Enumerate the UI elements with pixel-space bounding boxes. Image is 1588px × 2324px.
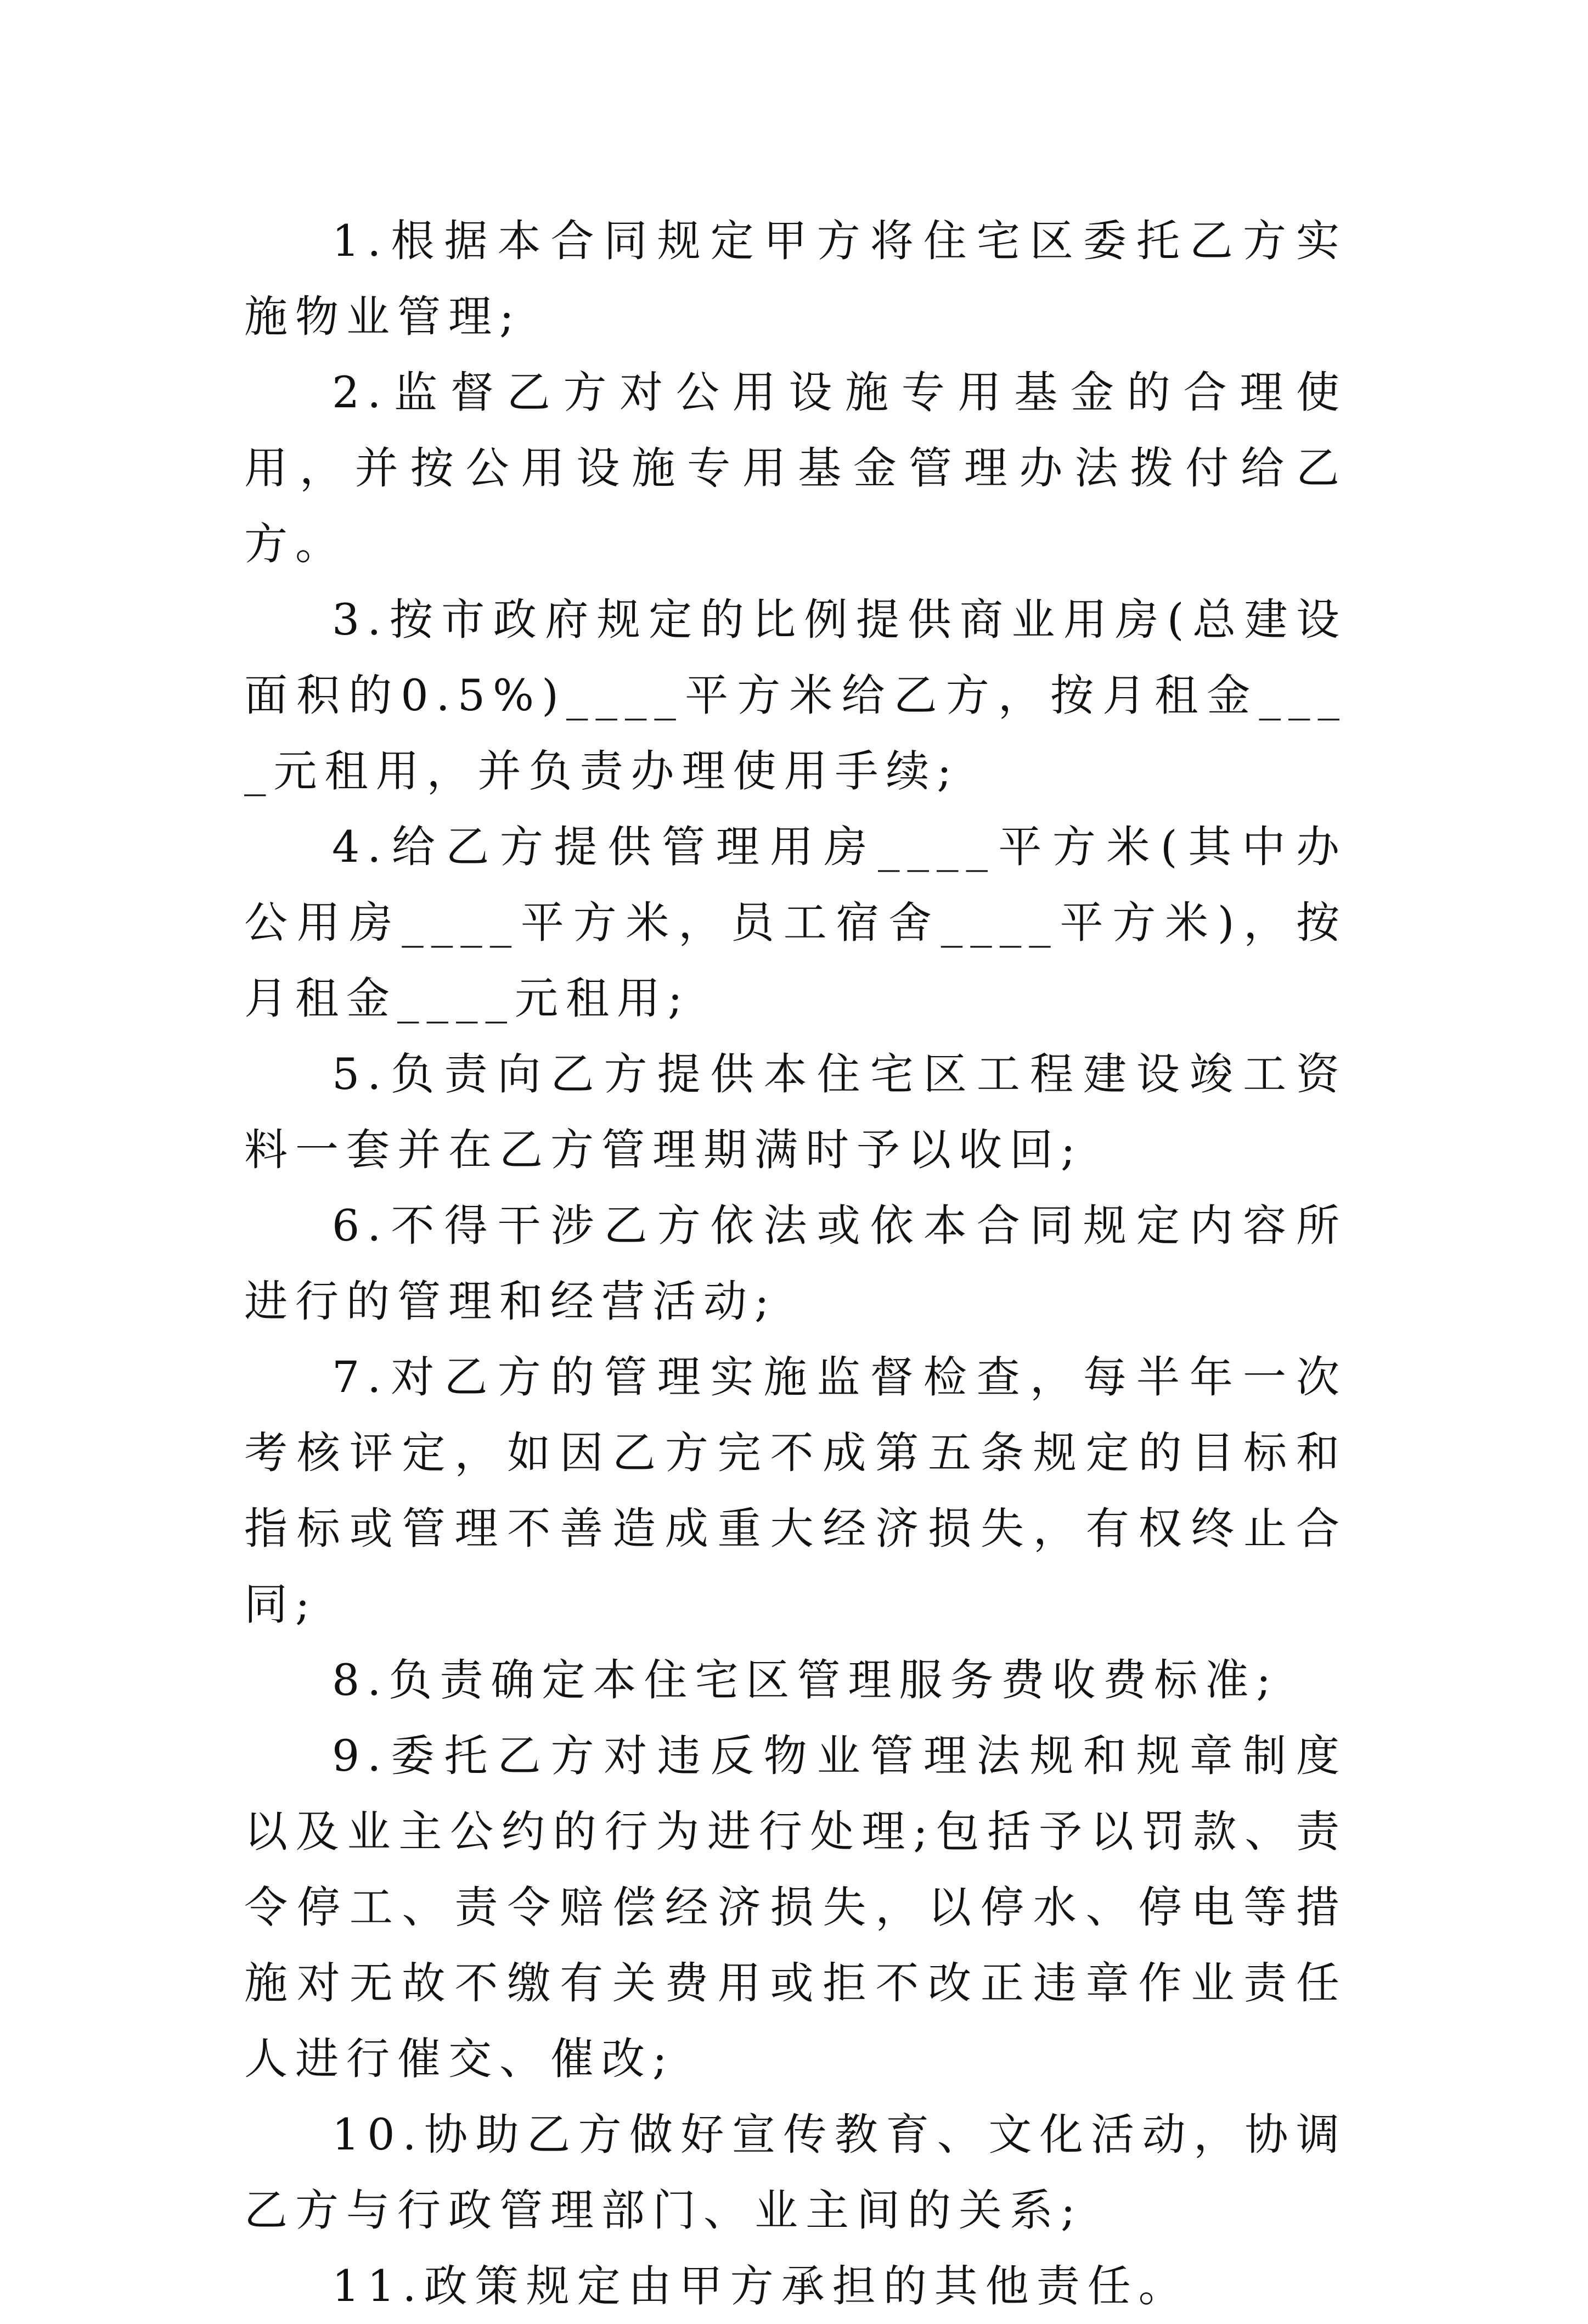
clause-6: 6.不得干涉乙方依法或依本合同规定内容所进行的管理和经营活动; (244, 1200, 1347, 1327)
clause-1: 1.根据本合同规定甲方将住宅区委托乙方实施物业管理; (244, 216, 1347, 342)
clause-11: 11.政策规定由甲方承担的其他责任。 (332, 2261, 1190, 2311)
clause-3: 3.按市政府规定的比例提供商业用房(总建设面积的0.5%)____平方米给乙方，按月租金____元租用，并负责办理使用手续; (244, 594, 1347, 796)
clause-7: 7.对乙方的管理实施监督检查，每半年一次考核评定，如因乙方完不成第五条规定的目标和指标或管理不善造成重大经济损失，有权终止合同; (244, 1352, 1347, 1630)
clause-5: 5.负责向乙方提供本住宅区工程建设竣工资料一套并在乙方管理期满时予以收回; (244, 1049, 1347, 1175)
clause-2: 2.监督乙方对公用设施专用基金的合理使用，并按公用设施专用基金管理办法拨付给乙方。 (244, 367, 1347, 569)
clause-8: 8.负责确定本住宅区管理服务费收费标准; (332, 1655, 1279, 1705)
clause-9: 9.委托乙方对违反物业管理法规和规章制度以及业主公约的行为进行处理;包括予以罚款、责令停工、责令赔偿经济损失，以停水、停电等措施对无故不缴有关费用或拒不改正违章作业责任人进行催交、催改; (244, 1731, 1347, 2084)
document-body (244, 203, 1347, 2324)
clause-4: 4.给乙方提供管理用房____平方米(其中办公用房____平方米，员工宿舍____平方米)，按月租金____元租用; (244, 822, 1347, 1024)
clause-10: 10.协助乙方做好宣传教育、文化活动，协调乙方与行政管理部门、业主间的关系; (244, 2109, 1347, 2236)
